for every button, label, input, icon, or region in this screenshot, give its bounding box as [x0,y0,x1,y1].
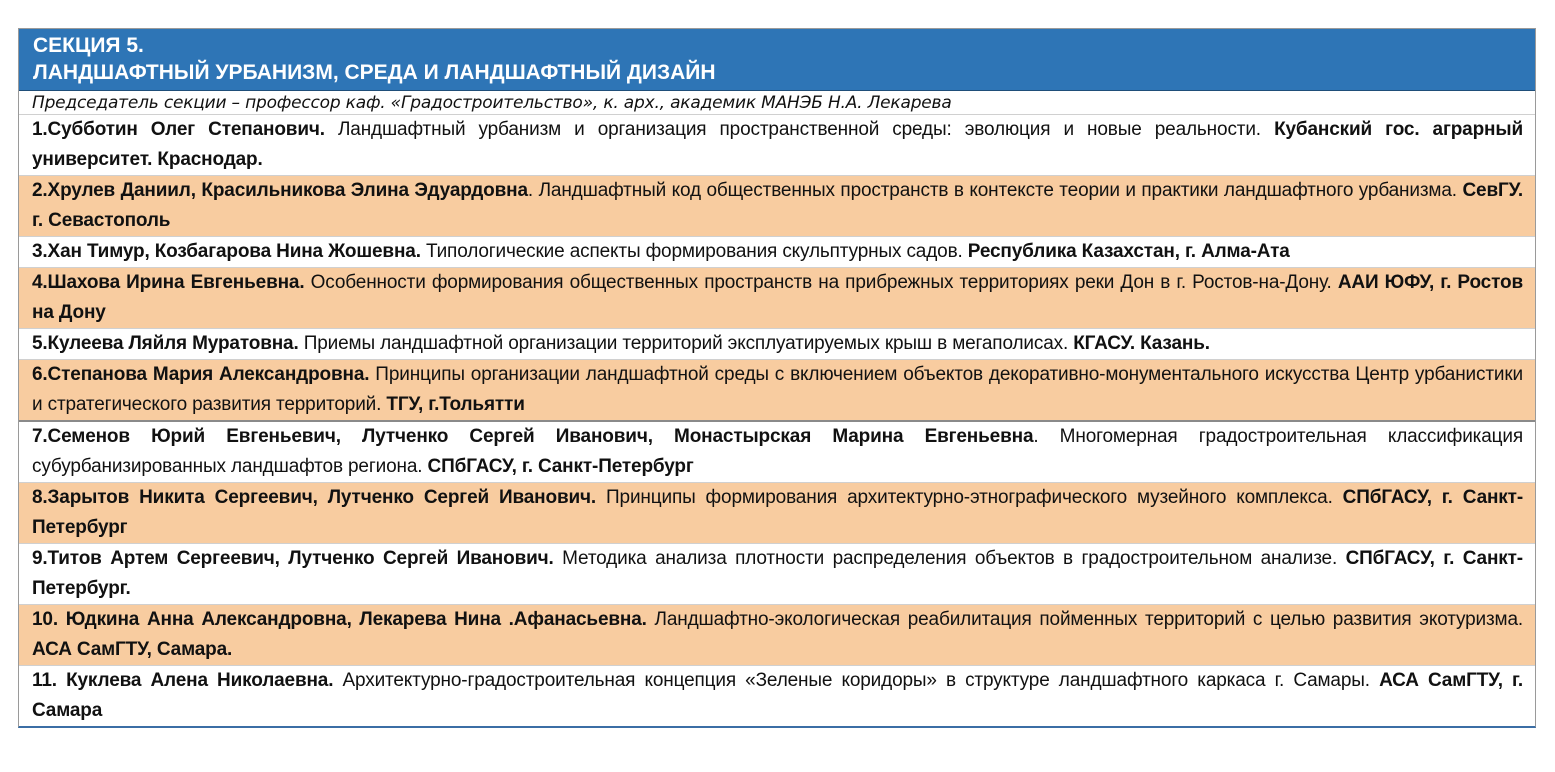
section-header [19,29,1535,91]
entry-organization: АСА СамГТУ, г. Самара [32,670,1523,721]
entry-topic: Типологические аспекты формирования скульптурных садов. [420,241,963,262]
entry-organization: АСА СамГТУ, Самара. [32,639,233,660]
entry-topic: Методика анализа плотности распределения объектов в градостроительном анализе. [553,548,1338,569]
section-title: ЛАНДШАФТНЫЙ УРБАНИЗМ, СРЕДА И ЛАНДШАФТНЫЙ ДИЗАЙН [33,61,716,84]
entry-authors: 7.Семенов Юрий Евгеньевич, Лутченко Сергей Иванович, Монастырская Марина Евгеньевна [32,426,1034,447]
entry-authors: 2.Хрулев Даниил, Красильникова Элина Эдуардовна [32,180,528,201]
entry-organization: СевГУ. г. Севастополь [32,180,1524,231]
entry-row-2 [19,175,1535,236]
entry-authors: 4.Шахова Ирина Евгеньевна. [32,272,305,293]
entry-organization: ТГУ, г.Тольятти [386,394,525,415]
entry-authors: 9.Титов Артем Сергеевич, Лутченко Сергей Иванович. [32,548,554,569]
entry-authors: 11. Куклева Алена Николаевна. [32,670,334,691]
entry-organization: Республика Казахстан, г. Алма-Ата [967,241,1290,262]
section-table [18,28,1536,728]
entry-authors: 3.Хан Тимур, Козбагарова Нина Жошевна. [32,241,421,262]
entry-row-6 [19,359,1535,420]
entry-topic: Ландшафтный урбанизм и организация пространственной среды: эволюция и новые реальности. [324,119,1261,140]
entry-row-5 [19,328,1535,359]
entry-organization: СПбГАСУ, г. Санкт-Петербург [427,456,694,477]
entry-organization: КГАСУ. Казань. [1073,333,1210,354]
entry-topic: Принципы формирования архитектурно-этнографического музейного комплекса. [596,487,1333,508]
entry-row-11 [19,665,1535,726]
entry-organization: Кубанский гос. аграрный университет. Краснодар. [32,119,1523,170]
section-number: СЕКЦИЯ 5. [33,34,144,57]
entry-row-7 [19,420,1535,482]
entry-topic: Ландшафтно-экологическая реабилитация пойменных территорий с целью развития экотуризма. [646,609,1524,630]
entry-topic: Особенности формирования общественных пространств на прибрежных территориях реки Дон в г. Ростов-на-Дону. [304,272,1332,293]
entry-organization: СПбГАСУ, г. Санкт-Петербург. [32,548,1523,599]
entry-organization: ААИ ЮФУ, г. Ростов на Дону [32,272,1523,323]
section-chair: Председатель секции – профессор каф. «Градостроительство», к. арх., академик МАНЭБ Н.А. Лекарева [32,93,952,113]
entry-organization: СПбГАСУ, г. Санкт-Петербург [32,487,1523,538]
entry-row-4 [19,267,1535,328]
entry-row-1 [19,114,1535,175]
entry-topic: . Многомерная градостроительная классификация субурбанизированных ландшафтов региона. [32,426,1523,477]
entry-authors: 5.Кулеева Ляйля Муратовна. [32,333,299,354]
entry-row-8 [19,482,1535,543]
entry-authors: 1.Субботин Олег Степанович. [32,119,325,140]
entry-row-10 [19,604,1535,665]
entry-topic: . Ландшафтный код общественных пространств в контексте теории и практики ландшафтного урбанизма. [527,180,1457,201]
entry-topic: Приемы ландшафтной организации территорий эксплуатируемых крыш в мегаполисах. [298,333,1069,354]
entry-topic: Принципы организации ландшафтной среды с включением объектов декоративно-монументального искусства Центр урбанистики и стратегического развития территорий. [32,364,1523,415]
entry-row-9 [19,543,1535,604]
entry-topic: Архитектурно-градостроительная концепция «Зеленые коридоры» в структуре ландшафтного каркаса г. Самары. [333,670,1370,691]
entry-row-3 [19,236,1535,267]
entry-authors: 6.Степанова Мария Александровна. [32,364,370,385]
entry-authors: 8.Зарытов Никита Сергеевич, Лутченко Сергей Иванович. [32,487,597,508]
entry-authors: 10. Юдкина Анна Александровна, Лекарева Нина .Афанасьевна. [32,609,647,630]
